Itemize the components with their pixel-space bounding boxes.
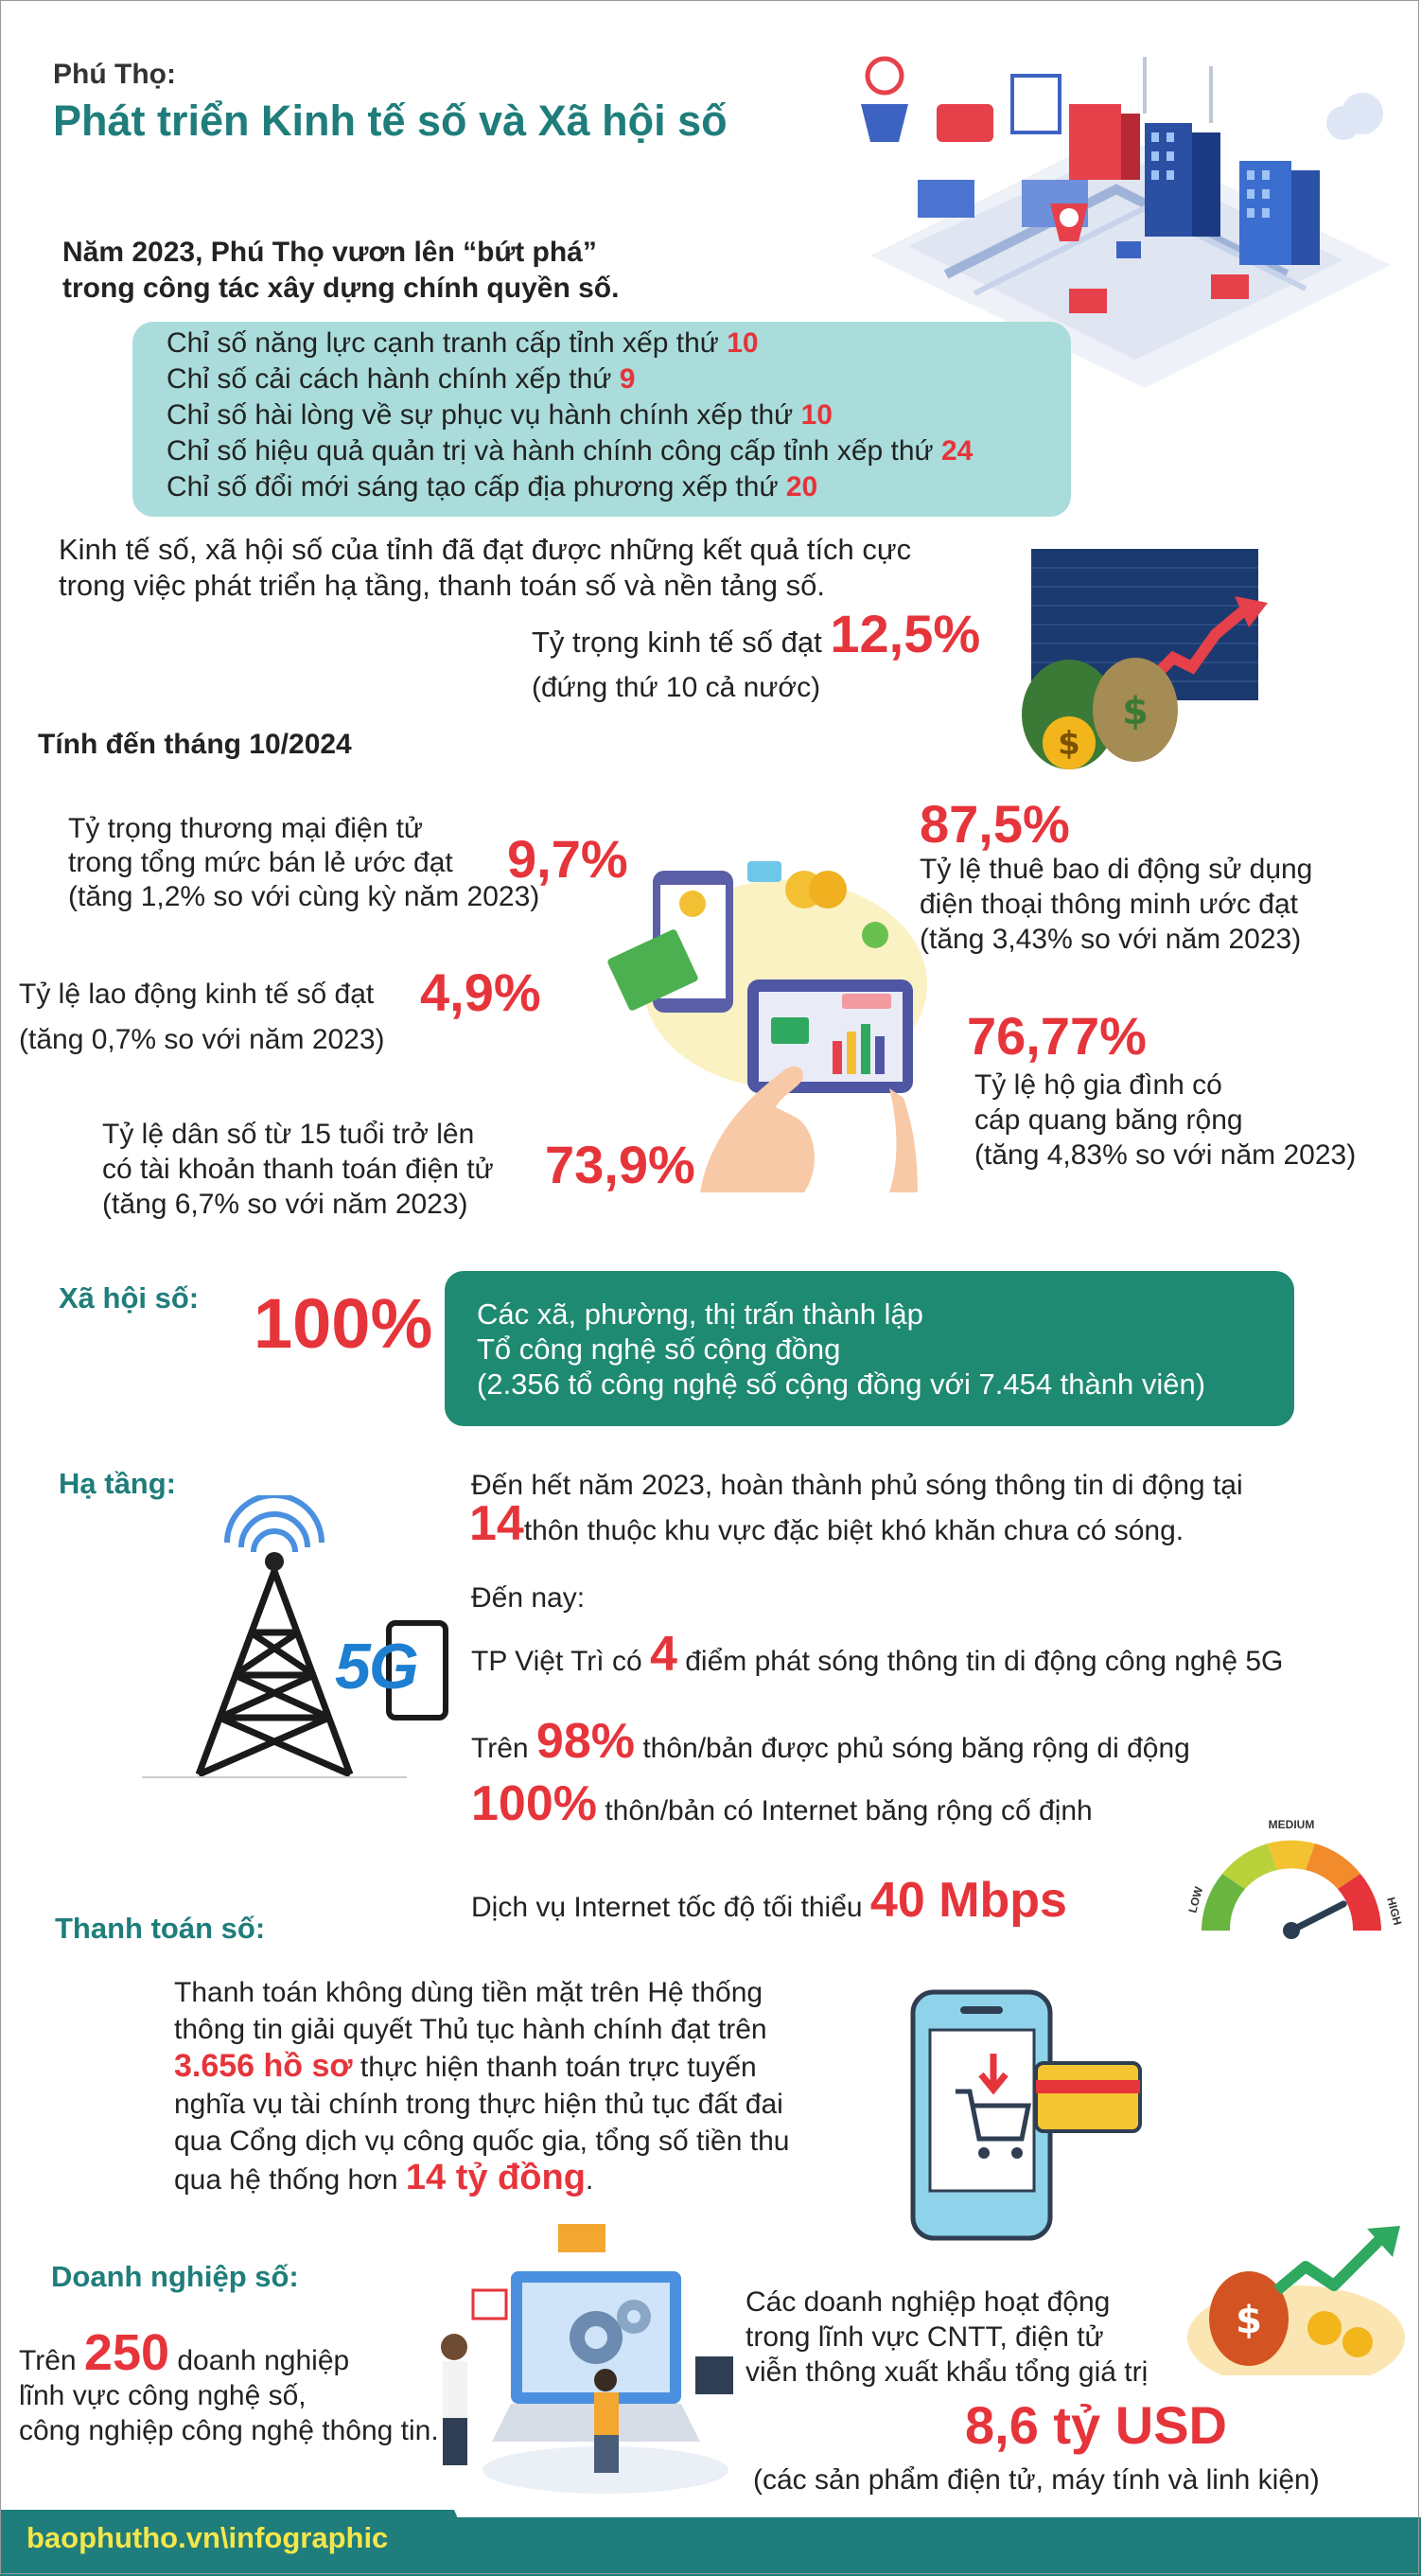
svg-text:$: $	[1058, 725, 1080, 763]
enterprise-line: Các doanh nghiệp hoạt động	[746, 2286, 1111, 2318]
stat-ecommerce-value: 9,7%	[507, 829, 628, 889]
stat-label: Tỷ lệ hộ gia đình có	[974, 1069, 1222, 1101]
infra-text: Trên	[471, 1733, 536, 1764]
payment-value: 14 tỷ đồng	[405, 2158, 586, 2197]
money-growth-illustration	[1183, 2214, 1410, 2375]
infra-text: Đến hết năm 2023, hoàn thành phủ sóng thông tin di động tại	[471, 1470, 1243, 1501]
svg-text:$: $	[1236, 2299, 1262, 2342]
mobile-payment-illustration	[605, 852, 946, 1192]
intro-statement	[62, 235, 619, 307]
heading-enterprise: Doanh nghiệp số:	[51, 2260, 299, 2293]
stat-labor-note: (tăng 0,7% so với năm 2023)	[19, 1024, 385, 1055]
society-line: Tổ công nghệ số cộng đồng	[477, 1332, 841, 1366]
infra-text: thôn thuộc khu vực đặc biệt khó khăn chưa có sóng.	[523, 1515, 1184, 1546]
enterprise-line: viễn thông xuất khẩu tổng giá trị	[746, 2356, 1149, 2388]
infra-fixed-broadband	[471, 1775, 1093, 1832]
infra-mobile-broadband	[471, 1713, 1190, 1770]
gauge-label-high: HIGH	[1384, 1896, 1405, 1927]
heading-digital-society: Xã hội số:	[59, 1281, 200, 1314]
stat-label: có tài khoản thanh toán điện tử	[102, 1154, 494, 1185]
export-note: (các sản phẩm điện tử, máy tính và linh kiện)	[753, 2464, 1320, 2496]
digital-society-value: 100%	[254, 1284, 433, 1363]
ranking-item: Chỉ số năng lực cạnh tranh cấp tỉnh xếp thứ 10	[167, 327, 759, 359]
svg-text:$: $	[1122, 690, 1149, 733]
society-line: (2.356 tổ công nghệ số cộng đồng với 7.454 thành viên)	[477, 1367, 1206, 1401]
stat-label: cáp quang băng rộng	[974, 1104, 1243, 1136]
payment-line: Thanh toán không dùng tiền mặt trên Hệ thống	[174, 1977, 763, 2008]
speed-gauge	[1173, 1808, 1410, 1959]
infra-value: 40 Mbps	[869, 1873, 1067, 1928]
share-note: (đứng thứ 10 cả nước)	[532, 672, 821, 703]
stat-note: (tăng 1,2% so với cùng kỳ năm 2023)	[68, 881, 540, 912]
stat-labor-value: 4,9%	[420, 962, 541, 1022]
payment-line: 3.656 hồ sơ thực hiện thanh toán trực tuyến	[174, 2048, 757, 2084]
stat-label: Tỷ trọng thương mại điện tử	[68, 813, 423, 844]
payment-line: thông tin giải quyết Thủ tục hành chính đạt trên	[174, 2014, 767, 2045]
ranking-value: 20	[785, 471, 818, 503]
infra-value: 100%	[471, 1776, 597, 1831]
stat-ecommerce	[68, 812, 539, 914]
infra-text: thôn/bản có Internet băng rộng cố định	[597, 1795, 1093, 1826]
as-of-date: Tính đến tháng 10/2024	[38, 729, 352, 760]
stat-smartphone-value: 87,5%	[920, 794, 1070, 854]
share-value: 12,5%	[830, 604, 981, 663]
infra-value: 4	[649, 1627, 677, 1682]
payment-line: qua hệ thống hơn 14 tỷ đồng.	[174, 2158, 594, 2197]
ranking-value: 10	[800, 399, 833, 431]
society-line: Các xã, phường, thị trấn thành lập	[477, 1297, 923, 1331]
infra-internet-speed	[471, 1872, 1067, 1929]
digital-society-text	[477, 1297, 1205, 1402]
stat-note: (tăng 4,83% so với năm 2023)	[974, 1139, 1357, 1171]
payments-text	[174, 1974, 789, 2198]
enterprise-line: Trên 250 doanh nghiệp	[19, 2324, 350, 2381]
infra-text: Dịch vụ Internet tốc độ tối thiểu	[471, 1892, 870, 1923]
stat-fiber	[974, 1067, 1356, 1173]
share-label: Tỷ trọng kinh tế số đạt	[532, 626, 822, 659]
enterprise-line: trong lĩnh vực CNTT, điện tử	[746, 2321, 1104, 2353]
infra-text: TP Việt Trì có	[471, 1646, 650, 1677]
infra-to-date: Đến nay:	[471, 1582, 586, 1614]
infra-text: thôn/bản được phủ sóng băng rộng di động	[634, 1733, 1190, 1764]
gauge-label-low: LOW	[1185, 1885, 1206, 1914]
stat-note: (tăng 3,43% so với năm 2023)	[920, 924, 1302, 955]
gauge-needle	[1291, 1904, 1343, 1931]
ranking-item: Chỉ số hài lòng về sự phục vụ hành chính xếp thứ 10	[167, 399, 833, 431]
it-workers-illustration	[416, 2214, 747, 2498]
ranking-value: 10	[727, 327, 759, 359]
stat-label: điện thoại thông minh ước đạt	[920, 889, 1299, 920]
stat-smartphone	[920, 852, 1312, 957]
payment-line: nghĩa vụ tài chính trong thực hiện thủ tục đất đai	[174, 2089, 783, 2120]
ranking-value: 24	[940, 435, 974, 467]
ranking-item: Chỉ số đổi mới sáng tạo cấp địa phương xếp thứ 20	[167, 471, 818, 503]
payment-line: qua Cổng dịch vụ công quốc gia, tổng số tiền thu	[174, 2126, 790, 2157]
5g-badge: 5G	[335, 1631, 417, 1703]
gauge-label-medium: MEDIUM	[1268, 1818, 1315, 1831]
heading-infrastructure: Hạ tầng:	[59, 1467, 176, 1500]
economy-summary	[59, 532, 911, 604]
ranking-item: Chỉ số cải cách hành chính xếp thứ 9	[167, 363, 636, 395]
infra-value: 98%	[535, 1714, 635, 1769]
infra-5g-points	[471, 1626, 1283, 1683]
enterprise-left	[19, 2324, 439, 2448]
stat-fiber-value: 76,77%	[967, 1006, 1147, 1066]
economy-line-1: Kinh tế số, xã hội số của tỉnh đã đạt được những kết quả tích cực	[59, 533, 912, 566]
heading-payments: Thanh toán số:	[55, 1912, 266, 1945]
rankings-list	[167, 326, 973, 505]
stat-accounts	[102, 1117, 494, 1222]
ranking-item: Chỉ số hiệu quả quản trị và hành chính công cấp tỉnh xếp thứ 24	[167, 435, 974, 467]
enterprise-right	[746, 2285, 1148, 2390]
ranking-value: 9	[619, 363, 636, 395]
infra-text: điểm phát sóng thông tin di động công nghệ 5G	[676, 1646, 1284, 1677]
infra-value: 14	[469, 1496, 524, 1551]
enterprise-count: 250	[83, 2324, 170, 2381]
export-value: 8,6 tỷ USD	[965, 2395, 1227, 2455]
payment-value: 3.656 hồ sơ	[174, 2048, 353, 2084]
stat-accounts-value: 73,9%	[545, 1135, 695, 1194]
economy-line-2: trong việc phát triển hạ tầng, thanh toán số và nền tảng số.	[59, 569, 826, 602]
enterprise-line: lĩnh vực công nghệ số,	[19, 2380, 307, 2411]
coverage-2023-line2	[469, 1495, 1184, 1552]
intro-line-2: trong công tác xây dựng chính quyền số.	[62, 273, 620, 304]
page-title: Phát triển Kinh tế số và Xã hội số	[53, 97, 728, 145]
stat-label: Tỷ lệ thuê bao di động sử dụng	[920, 854, 1313, 885]
phone-cart-card-illustration	[903, 1987, 1149, 2243]
stat-note: (tăng 6,7% so với năm 2023)	[102, 1189, 468, 1220]
stat-label: Tỷ lệ dân số từ 15 tuổi trở lên	[102, 1119, 475, 1150]
source-link[interactable]: baophutho.vn\infographic	[26, 2521, 389, 2554]
stat-labor	[19, 977, 374, 1013]
digital-economy-share	[532, 604, 981, 663]
intro-line-1: Năm 2023, Phú Thọ vươn lên “bứt phá”	[62, 237, 597, 268]
header-kicker: Phú Thọ:	[53, 59, 176, 90]
stat-label: Tỷ lệ lao động kinh tế số đạt	[19, 979, 375, 1010]
enterprise-line: công nghiệp công nghệ thông tin.	[19, 2415, 439, 2446]
money-chart-illustration	[1003, 544, 1277, 776]
stat-label: trong tổng mức bán lẻ ước đạt	[68, 847, 453, 878]
